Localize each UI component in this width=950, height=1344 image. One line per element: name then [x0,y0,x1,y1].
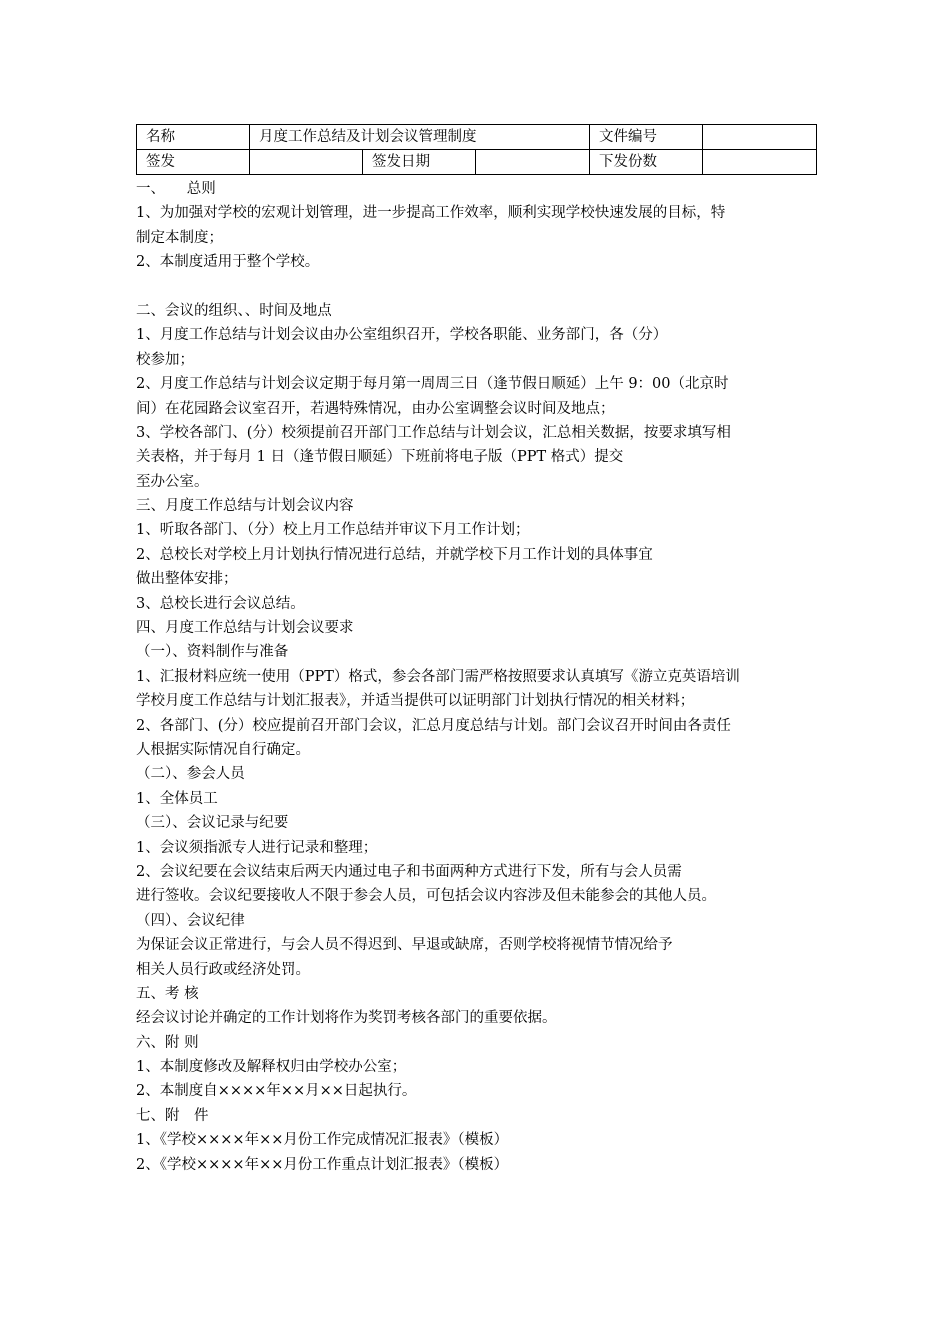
header-row-1 [137,125,817,150]
text-line: 制定本制度； [136,229,223,246]
text-line: 学校月度工作总结与计划汇报表》，并适当提供可以证明部门计划执行情况的相关材料； [136,693,695,710]
text-line: 2、总校长对学校上月计划执行情况进行总结，并就学校下月工作计划的具体事宜 [136,546,653,563]
text-line: 1、汇报材料应统一使用（PPT）格式，参会各部门需严格按照要求认真填写《游立克英语培训 [136,668,740,685]
document-page [136,124,816,1177]
text-line: 2、《学校××××年××月份工作重点计划汇报表》（模板） [136,1156,509,1173]
text-line: 2、各部门、(分）校应提前召开部门会议，汇总月度总结与计划。部门会议召开时间由各责任 [136,717,731,734]
text-line: 1、《学校××××年××月份工作完成情况汇报表》（模板） [136,1132,509,1149]
text-line: 2、本制度自××××年××月××日起执行。 [136,1083,417,1100]
copies-value [703,150,817,175]
name-label: 名称 [137,125,250,150]
text-line: 做出整体安排； [136,571,238,588]
text-line: 一、 总则 [136,181,216,197]
text-line: 人根据实际情况自行确定。 [136,741,310,758]
text-line: （一）、资料制作与准备 [136,644,289,661]
text-line: 为保证会议正常进行，与会人员不得迟到、早退或缺席，否则学校将视情节情况给予 [136,937,673,954]
signer-label: 签发 [137,150,250,175]
text-line: 五、考 核 [136,985,199,1002]
text-line: （二）、参会人员 [136,766,245,783]
text-line: 1、本制度修改及解释权归由学校办公室； [136,1059,407,1076]
sign-date-label: 签发日期 [363,150,476,175]
text-line: 三、月度工作总结与计划会议内容 [136,498,354,515]
blank-line [136,275,816,299]
document-body [136,177,816,1177]
text-line: 1、听取各部门、（分）校上月工作总结并审议下月工作计划； [136,522,530,539]
text-line: 1、月度工作总结与计划会议由办公室组织召开，学校各职能、业务部门，各（分） [136,327,668,344]
doc-no-label: 文件编号 [590,125,703,150]
document-header-table [136,124,817,175]
text-line: 经会议讨论并确定的工作计划将作为奖罚考核各部门的重要依据。 [136,1010,557,1027]
text-line: （四）、会议纪律 [136,912,245,929]
text-line: （三）、会议记录与纪要 [136,815,289,832]
text-line: 3、学校各部门、(分）校须提前召开部门工作总结与计划会议，汇总相关数据，按要求填写相 [136,424,731,441]
text-line: 关表格，并于每月 1 日（逢节假日顺延）下班前将电子版（PPT 格式）提交 [136,449,624,466]
header-row-2 [137,150,817,175]
text-line: 至办公室。 [136,473,209,490]
sign-date-value [476,150,590,175]
text-line: 相关人员行政或经济处罚。 [136,961,310,978]
text-line: 二、会议的组织、、时间及地点 [136,302,332,319]
name-value: 月度工作总结及计划会议管理制度 [250,125,590,150]
doc-no-value [703,125,817,150]
text-line: 1、为加强对学校的宏观计划管理，进一步提高工作效率，顺利实现学校快速发展的目标，特 [136,205,726,222]
text-line: 间）在花园路会议室召开，若遇特殊情况，由办公室调整会议时间及地点； [136,400,615,417]
text-line: 2、月度工作总结与计划会议定期于每月第一周周三日（逢节假日顺延）上午 9：00（北京时 [136,376,729,393]
text-line: 四、月度工作总结与计划会议要求 [136,620,354,637]
text-line: 3、总校长进行会议总结。 [136,595,305,612]
text-line: 1、全体员工 [136,790,218,807]
copies-label: 下发份数 [590,150,703,175]
text-line: 进行签收。会议纪要接收人不限于参会人员，可包括会议内容涉及但未能参会的其他人员。 [136,888,716,905]
text-line: 校参加； [136,351,194,368]
text-line: 六、附 则 [136,1034,199,1051]
text-line: 2、本制度适用于整个学校。 [136,254,320,271]
text-line: 七、附 件 [136,1107,209,1124]
text-line: 2、会议纪要在会议结束后两天内通过电子和书面两种方式进行下发，所有与会人员需 [136,863,682,880]
signer-value [250,150,363,175]
text-line: 1、会议须指派专人进行记录和整理； [136,839,378,856]
